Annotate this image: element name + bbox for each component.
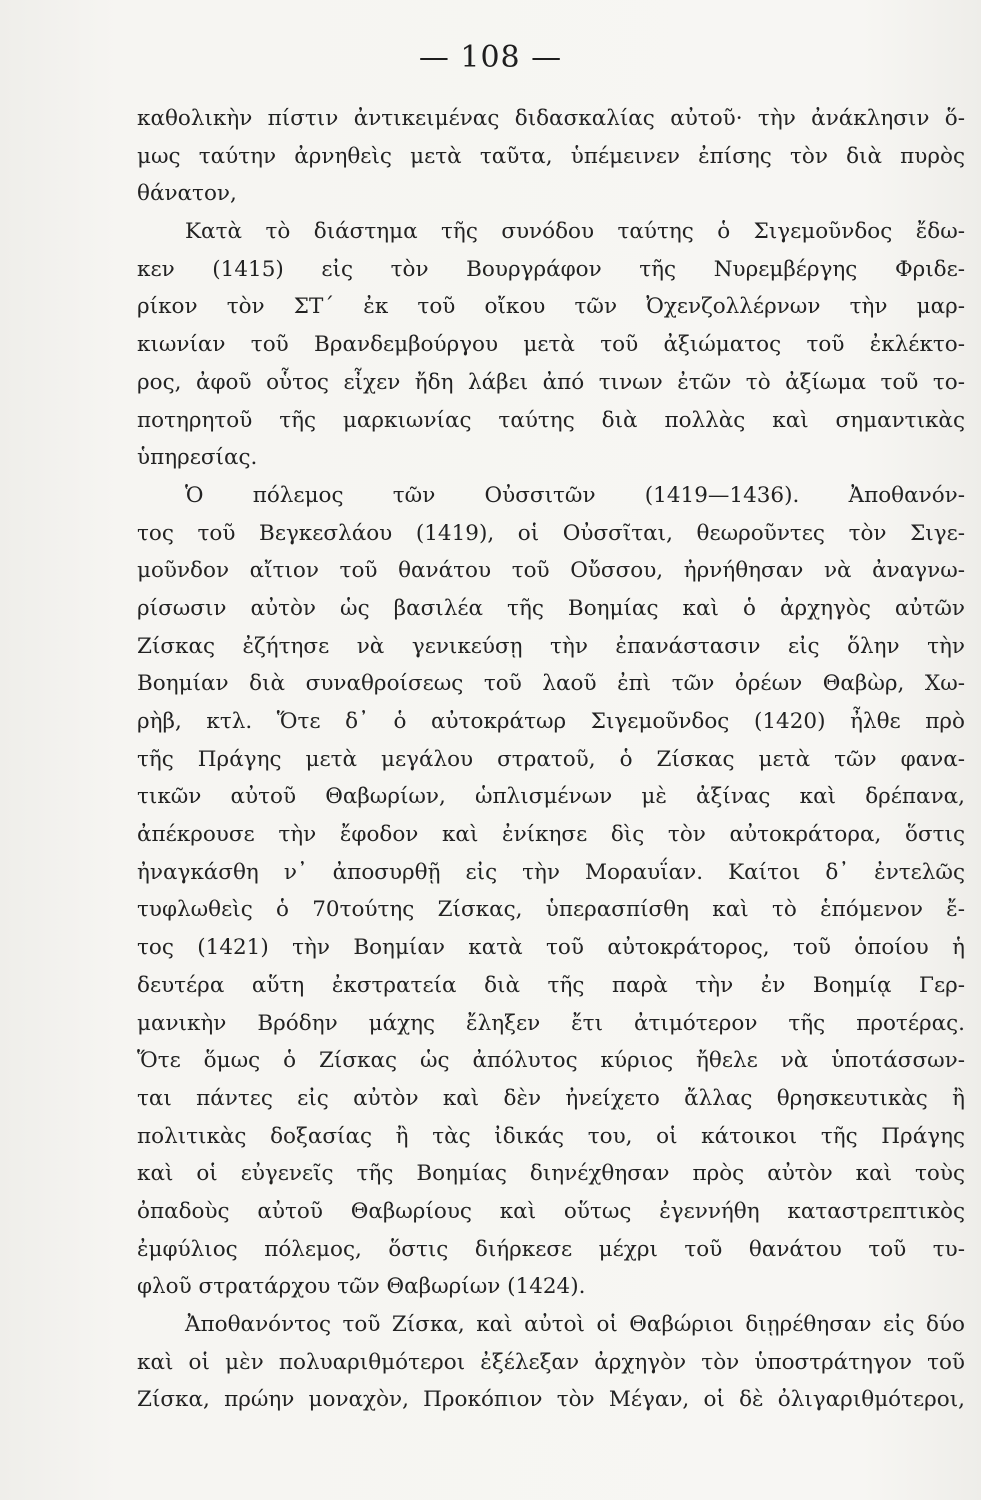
text-line: δευτέρα αὕτη ἐκστρατεία διὰ τῆς παρὰ τὴν ἐν Βοημίᾳ Γερ- <box>137 972 965 998</box>
text-line: φλοῦ στρατάρχου τῶν Θαβωρίων (1424). <box>137 1274 586 1300</box>
text-line: Ὁ πόλεμος τῶν Οὐσσιτῶν (1419—1436). Ἀποθανόν- <box>185 482 965 508</box>
text-line: τῆς Πράγης μετὰ μεγάλου στρατοῦ, ὁ Ζίσκας μετὰ τῶν φανα- <box>137 746 965 772</box>
text-line: μως ταύτην ἀρνηθεὶς μετὰ ταῦτα, ὑπέμεινεν ἐπίσης τὸν διὰ πυρὸς <box>137 143 965 169</box>
text-line: Ἀποθανόντος τοῦ Ζίσκα, καὶ αὐτοὶ οἱ Θαβώριοι διῃρέθησαν εἰς δύο <box>185 1312 965 1337</box>
text-line: Κατὰ τὸ διάστημα τῆς συνόδου ταύτης ὁ Σιγεμοῦνδος ἔδω- <box>185 219 965 245</box>
text-line: τυφλωθεὶς ὁ 70τούτης Ζίσκας, ὑπερασπίσθη καὶ τὸ ἑπόμενον ἔ- <box>137 897 965 923</box>
text-line: κιωνίαν τοῦ Βρανδεμβούργου μετὰ τοῦ ἀξιώματος τοῦ ἐκλέκτο- <box>137 332 965 358</box>
text-line: μανικὴν Βρόδην μάχης ἔληξεν ἔτι ἀτιμότερον τῆς προτέρας. <box>137 1010 965 1036</box>
body-text <box>137 100 965 1419</box>
text-line: ρίκον τὸν ΣΤ΄ ἐκ τοῦ οἴκου τῶν Ὀχενζολλέρνων τὴν μαρ- <box>137 294 965 320</box>
text-line: ὑπηρεσίας. <box>137 445 258 471</box>
text-line: ρίσωσιν αὐτὸν ὡς βασιλέα τῆς Βοημίας καὶ ὁ ἀρχηγὸς αὐτῶν <box>137 595 965 621</box>
text-line: καὶ οἱ εὐγενεῖς τῆς Βοημίας διηνέχθησαν πρὸς αὐτὸν καὶ τοὺς <box>137 1161 965 1187</box>
text-line: ται πάντες εἰς αὐτὸν καὶ δὲν ἠνείχετο ἄλλας θρησκευτικὰς ἢ <box>137 1085 965 1111</box>
text-line: τος τοῦ Βεγκεσλάου (1419), οἱ Οὐσσῖται, θεωροῦντες τὸν Σιγε- <box>137 520 965 546</box>
text-line: ρος, ἀφοῦ οὗτος εἶχεν ἤδη λάβει ἀπό τινων ἐτῶν τὸ ἀξίωμα τοῦ το- <box>137 369 965 395</box>
text-line: ρὴβ, κτλ. Ὅτε δ᾽ ὁ αὐτοκράτωρ Σιγεμοῦνδος (1420) ἦλθε πρὸ <box>137 709 965 734</box>
text-line: Ὅτε ὅμως ὁ Ζίσκας ὡς ἀπόλυτος κύριος ἤθελε νὰ ὑποτάσσων- <box>137 1048 965 1074</box>
text-line: τικῶν αὐτοῦ Θαβωρίων, ὡπλισμένων μὲ ἀξίνας καὶ δρέπανα, <box>137 784 965 810</box>
text-line: καθολικὴν πίστιν ἀντικειμένας διδασκαλίας αὐτοῦ· τὴν ἀνάκλησιν ὅ- <box>137 106 965 131</box>
text-line: Βοημίαν διὰ συναθροίσεως τοῦ λαοῦ ἐπὶ τῶν ὀρέων Θαβὼρ, Χω- <box>137 671 965 697</box>
text-line: μοῦνδον αἴτιον τοῦ θανάτου τοῦ Οὔσσου, ἠρνήθησαν νὰ ἀναγνω- <box>137 558 965 584</box>
text-line: ἠναγκάσθη ν᾽ ἀποσυρθῇ εἰς τὴν Μοραυΐαν. Καίτοι δ᾽ ἐντελῶς <box>137 859 965 885</box>
text-line: θάνατον, <box>137 181 237 207</box>
text-line: πολιτικὰς δοξασίας ἢ τὰς ἰδικάς του, οἱ κάτοικοι τῆς Πράγης <box>137 1123 965 1149</box>
text-line: καὶ οἱ μὲν πολυαριθμότεροι ἐξέλεξαν ἀρχηγὸν τὸν ὑποστράτηγον τοῦ <box>137 1349 965 1375</box>
text-line: ἀπέκρουσε τὴν ἔφοδον καὶ ἐνίκησε δὶς τὸν αὐτοκράτορα, ὅστις <box>137 822 965 848</box>
text-line: κεν (1415) εἰς τὸν Βουργράφον τῆς Νυρεμβέργης Φριδε- <box>137 256 965 282</box>
text-line: ἐμφύλιος πόλεμος, ὅστις διήρκεσε μέχρι τοῦ θανάτου τοῦ τυ- <box>137 1236 965 1262</box>
text-line: τος (1421) τὴν Βοημίαν κατὰ τοῦ αὐτοκράτορος, τοῦ ὁποίου ἡ <box>137 935 965 961</box>
page-number: — 108 — <box>418 40 563 75</box>
text-line: ὀπαδοὺς αὐτοῦ Θαβωρίους καὶ οὕτως ἐγεννήθη καταστρεπτικὸς <box>137 1198 965 1224</box>
text-line: Ζίσκας ἐζήτησε νὰ γενικεύσῃ τὴν ἐπανάστασιν εἰς ὅλην τὴν <box>137 633 965 659</box>
text-line: Ζίσκα, πρώην μοναχὸν, Προκόπιον τὸν Μέγαν, οἱ δὲ ὀλιγαριθμότεροι, <box>137 1387 965 1413</box>
text-line: ποτηρητοῦ τῆς μαρκιωνίας ταύτης διὰ πολλὰς καὶ σημαντικὰς <box>137 407 965 433</box>
